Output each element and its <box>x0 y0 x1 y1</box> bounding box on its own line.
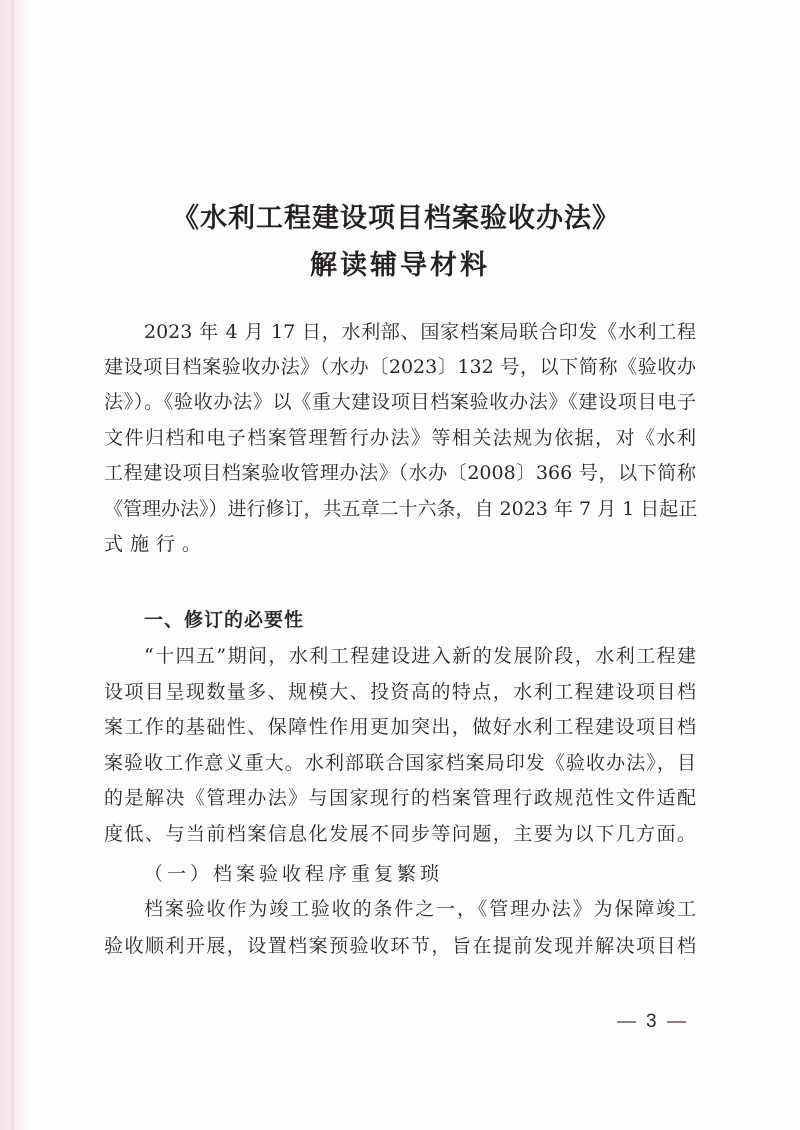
paragraph-line: “十四五”期间，水利工程建设进入新的发展阶段，水利工程建 <box>144 645 696 667</box>
paragraph-line: 档案验收作为竣工验收的条件之一，《管理办法》为保障竣工 <box>144 898 696 920</box>
document-subtitle: 解读辅导材料 <box>310 250 490 281</box>
section-heading: 一、修订的必要性 <box>144 609 305 631</box>
paragraph-line: 式施行。 <box>104 533 209 555</box>
paragraph-line: 法》）。《验收办法》以《重大建设项目档案验收办法》《建设项目电子 <box>104 391 696 413</box>
page-number-value: 3 <box>646 1011 657 1032</box>
paragraph-line: 验收顺利开展，设置档案预验收环节，旨在提前发现并解决项目档 <box>104 935 696 957</box>
paragraph-line: 工程建设项目档案验收管理办法》（水办〔2008〕366 号，以下简称 <box>104 462 696 484</box>
page-number <box>617 1011 686 1033</box>
subsection-heading: （一）档案验收程序重复繁琐 <box>144 863 444 885</box>
paragraph-line: 的是解决《管理办法》与国家现行的档案管理行政规范性文件适配 <box>104 787 696 809</box>
document-title: 《水利工程建设项目档案验收办法》 <box>172 203 620 234</box>
dash-left <box>617 1021 636 1023</box>
paragraph-line: 设项目呈现数量多、规模大、投资高的特点，水利工程建设项目档 <box>104 681 696 703</box>
dash-right <box>667 1021 686 1023</box>
paragraph-line: 建设项目档案验收办法》（水办〔2023〕132 号，以下简称《验收办 <box>104 356 696 378</box>
paragraph-line: 文件归档和电子档案管理暂行办法》等相关法规为依据，对《水利 <box>104 427 696 449</box>
paragraph-line: 度低、与当前档案信息化发展不同步等问题，主要为以下几方面。 <box>104 823 696 845</box>
paragraph-line: 2023 年 4 月 17 日，水利部、国家档案局联合印发《水利工程 <box>144 321 696 343</box>
paragraph-line: 案工作的基础性、保障性作用更加突出，做好水利工程建设项目档 <box>104 716 696 738</box>
binding-shadow <box>11 0 14 1130</box>
paragraph-line: 案验收工作意义重大。水利部联合国家档案局印发《验收办法》，目 <box>104 752 696 774</box>
paragraph-line: 《管理办法》）进行修订，共五章二十六条，自 2023 年 7 月 1 日起正 <box>104 498 698 520</box>
scanned-page-edge <box>0 0 30 1130</box>
